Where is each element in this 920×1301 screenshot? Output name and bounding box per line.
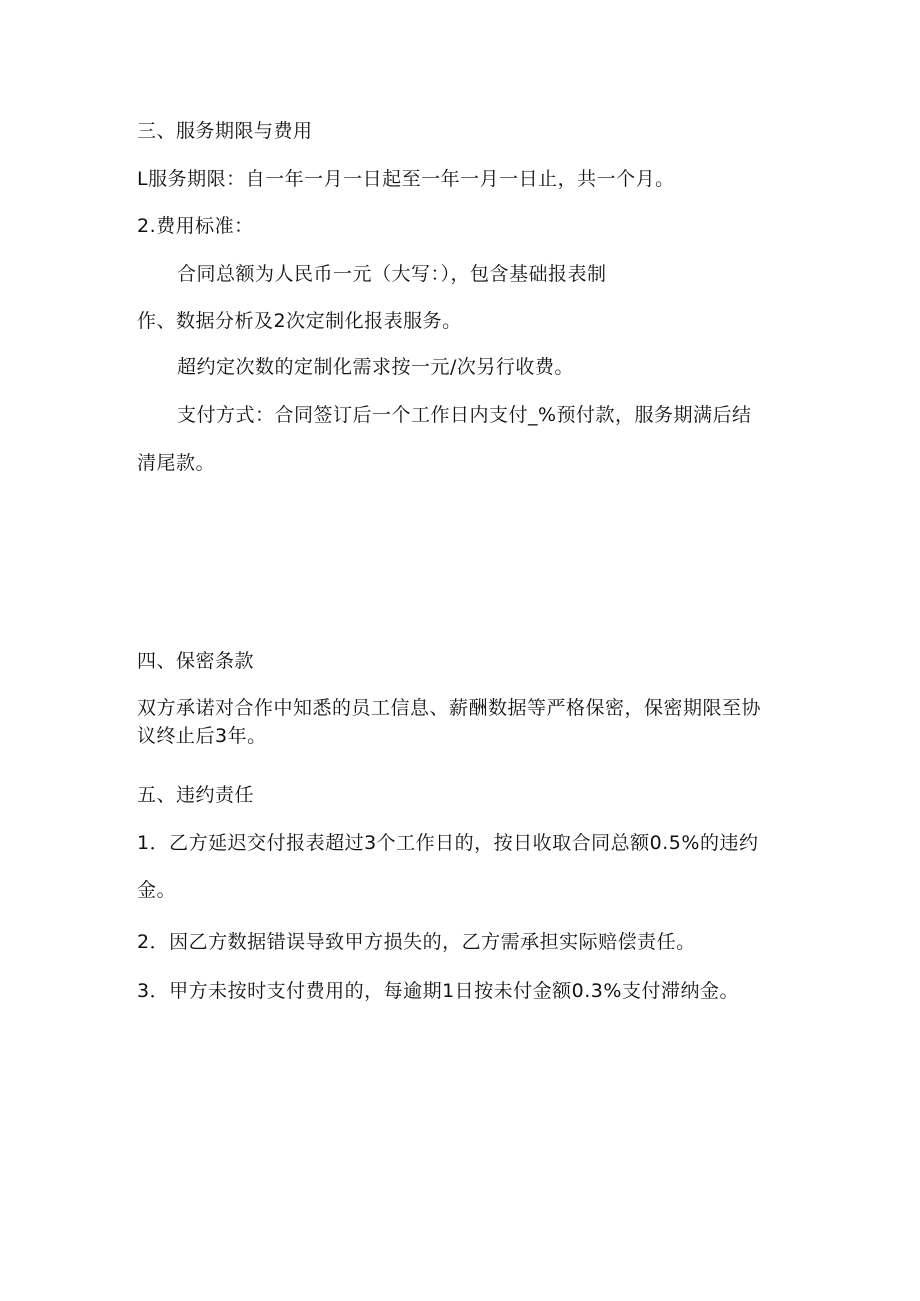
fee-total-text-line2: 作、数据分析及2次定制化报表服务。 (137, 310, 462, 332)
section-3-heading: 三、服务期限与费用 (137, 120, 313, 142)
extra-fee-text: 超约定次数的定制化需求按一元/次另行收费。 (177, 356, 574, 378)
section-4-heading: 四、保密条款 (137, 650, 255, 672)
payment-text-line1: 支付方式：合同签订后一个工作日内支付_%预付款，服务期满后结 (177, 404, 752, 426)
liability-item-1-line1: 1．乙方延迟交付报表超过3个工作日的，按日收取合同总额0.5%的违约 (137, 832, 759, 854)
liability-item-1-line2: 金。 (137, 879, 177, 901)
fee-total-text-line1: 合同总额为人民币一元（大写：），包含基础报表制 (177, 263, 607, 285)
liability-item-3: 3．甲方未按时支付费用的，每逾期1日按未付金额0.3%支付滞纳金。 (137, 980, 739, 1002)
confidentiality-text-line1: 双方承诺对合作中知悉的员工信息、薪酬数据等严格保密，保密期限至协 (137, 697, 762, 719)
service-term-text: L服务期限：自一年一月一日起至一年一月一日止，共一个月。 (137, 168, 675, 190)
confidentiality-text-line2: 议终止后3年。 (137, 725, 267, 747)
payment-text-line2: 清尾款。 (137, 452, 216, 474)
fee-standard-title: 2.费用标准： (137, 215, 254, 237)
section-5-heading: 五、违约责任 (137, 784, 255, 806)
liability-item-2: 2．因乙方数据错误导致甲方损失的，乙方需承担实际赔偿责任。 (137, 931, 696, 953)
